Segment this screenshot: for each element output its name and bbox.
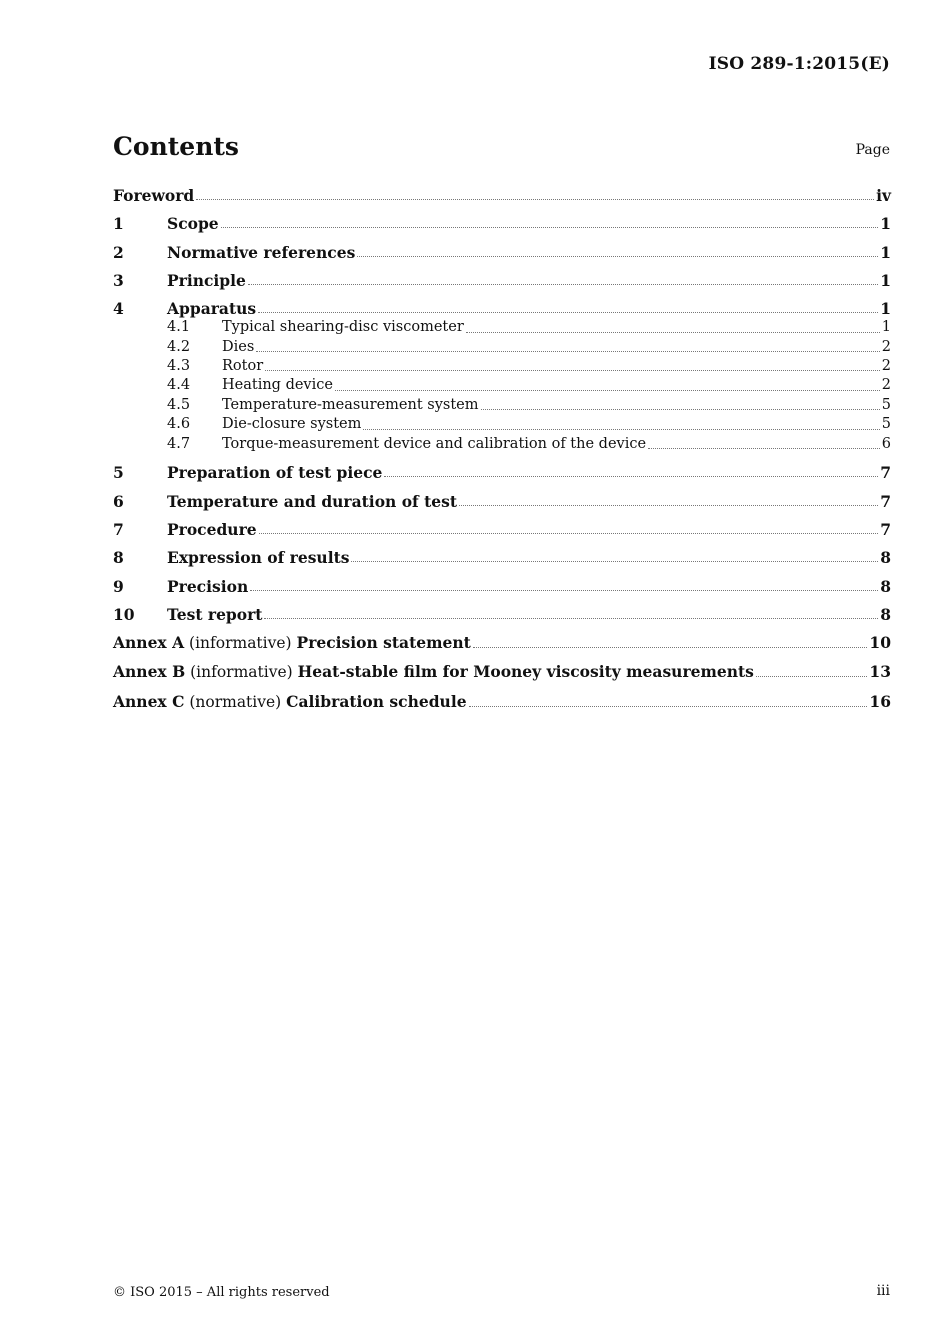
toc-entry-clause-7[interactable] <box>113 520 891 539</box>
annex-kind: (informative) <box>189 634 292 653</box>
toc-entry-title: Apparatus <box>167 299 257 319</box>
toc-entry-title: Expression of results <box>167 548 350 568</box>
annex-kind: (informative) <box>190 663 293 682</box>
toc-entry-number: 4.4 <box>167 377 191 394</box>
toc-entry-clause-4[interactable] <box>113 299 891 318</box>
dot-leader <box>258 311 878 313</box>
toc-entry-annex-b[interactable] <box>113 662 891 682</box>
toc-entry-annex-c[interactable] <box>113 692 891 712</box>
page-column-label: Page <box>855 142 890 158</box>
dot-leader <box>363 428 879 430</box>
dot-leader <box>469 705 868 707</box>
dot-leader <box>466 331 880 333</box>
dot-leader <box>196 198 874 200</box>
document-identifier: ISO 289-1:2015(E) <box>708 54 890 74</box>
toc-entry-title: Precision <box>167 576 249 596</box>
toc-entry-page: 8 <box>880 548 891 568</box>
toc-entry-page: 5 <box>881 396 891 413</box>
toc-entry-title: Test report <box>167 604 263 624</box>
toc-entry-page: 2 <box>881 338 891 355</box>
dot-leader <box>265 369 880 371</box>
dot-leader <box>384 475 878 477</box>
annex-title: Calibration schedule <box>286 691 467 711</box>
toc-entry-clause-1[interactable] <box>113 214 891 233</box>
toc-entry-clause-8[interactable] <box>113 548 891 567</box>
toc-entry-subclause-4-3[interactable] <box>113 357 891 376</box>
toc-entry-foreword[interactable] <box>113 186 891 205</box>
toc-entry-subclause-4-5[interactable] <box>113 396 891 415</box>
toc-entry-page: 10 <box>869 633 891 653</box>
toc-entry-title: Heating device <box>222 377 333 394</box>
page-number: iii <box>876 1283 890 1299</box>
dot-leader <box>248 283 878 285</box>
toc-entry-number: 4.3 <box>167 358 191 374</box>
toc-entry-title: Temperature and duration of test <box>167 491 458 511</box>
toc-entry-page: 8 <box>880 604 891 624</box>
annex-label: Annex A <box>113 633 185 653</box>
toc-entry-page: 5 <box>881 416 891 433</box>
toc-entry-page: iv <box>876 186 891 205</box>
toc-entry-number: 8 <box>113 548 124 568</box>
annex-kind: (normative) <box>189 692 282 711</box>
dot-leader <box>481 408 880 410</box>
toc-entry-number: 7 <box>113 519 124 539</box>
dot-leader <box>459 504 878 506</box>
toc-entry-number: 4.2 <box>167 338 191 355</box>
toc-entry-page: 1 <box>880 242 891 262</box>
toc-entry-subclause-4-1[interactable] <box>113 318 891 337</box>
annex-title: Heat-stable film for Mooney viscosity measurements <box>297 662 754 682</box>
toc-entry-annex-a[interactable] <box>113 633 891 653</box>
toc-entry-title: Rotor <box>222 358 264 374</box>
toc-entry-number: 5 <box>113 463 124 483</box>
copyright-notice: © ISO 2015 – All rights reserved <box>113 1285 330 1300</box>
toc-entry-title: Normative references <box>167 242 356 262</box>
toc-entry-number: 10 <box>113 604 135 624</box>
toc-entry-number: 9 <box>113 576 124 596</box>
toc-entry-page: 13 <box>869 662 891 682</box>
toc-entry-number: 1 <box>113 214 124 234</box>
toc-annex-heading <box>113 662 754 682</box>
toc-entry-number: 4.5 <box>167 396 191 413</box>
toc-entry-number: 2 <box>113 242 124 262</box>
toc-entry-number: 4 <box>113 299 124 319</box>
dot-leader <box>221 226 879 228</box>
dot-leader <box>357 255 878 257</box>
toc-entry-title: Scope <box>167 214 219 234</box>
toc-entry-number: 4.6 <box>167 416 191 433</box>
toc-entry-clause-5[interactable] <box>113 463 891 482</box>
toc-entry-title: Temperature-measurement system <box>222 396 479 413</box>
toc-entry-page: 2 <box>881 358 891 374</box>
toc-entry-clause-9[interactable] <box>113 577 891 596</box>
toc-entry-clause-10[interactable] <box>113 605 891 624</box>
dot-leader <box>648 447 880 449</box>
dot-leader <box>259 532 879 534</box>
toc-entry-page: 7 <box>880 519 891 539</box>
dot-leader <box>351 560 878 562</box>
dot-leader <box>264 617 878 619</box>
toc-entry-page: 7 <box>880 463 891 483</box>
toc-entry-page: 1 <box>880 299 891 319</box>
annex-label: Annex B <box>113 662 186 682</box>
dot-leader <box>473 646 868 648</box>
toc-entry-page: 8 <box>880 576 891 596</box>
toc-entry-title: Typical shearing-disc viscometer <box>222 319 464 336</box>
toc-entry-title: Dies <box>222 338 255 355</box>
toc-entry-clause-2[interactable] <box>113 243 891 262</box>
toc-entry-title: Procedure <box>167 519 257 539</box>
dot-leader <box>256 350 879 352</box>
toc-entry-page: 1 <box>880 214 891 234</box>
toc-entry-subclause-4-2[interactable] <box>113 338 891 357</box>
toc-entry-page: 1 <box>881 319 891 336</box>
toc-entry-number: 6 <box>113 491 124 511</box>
toc-entry-clause-3[interactable] <box>113 271 891 290</box>
table-of-contents <box>113 186 891 712</box>
contents-heading: Contents <box>113 132 240 161</box>
toc-entry-subclause-4-7[interactable] <box>113 435 891 454</box>
toc-entry-page: 2 <box>881 377 891 394</box>
toc-entry-title: Torque-measurement device and calibration of the device <box>222 435 647 452</box>
toc-entry-title: Foreword <box>113 186 195 205</box>
toc-entry-page: 6 <box>881 435 891 452</box>
toc-entry-clause-6[interactable] <box>113 492 891 511</box>
toc-entry-subclause-4-4[interactable] <box>113 376 891 395</box>
dot-leader <box>756 675 868 677</box>
toc-entry-page: 16 <box>869 691 891 711</box>
toc-entry-title: Die-closure system <box>222 416 362 433</box>
toc-entry-title: Principle <box>167 270 246 290</box>
toc-entry-number: 3 <box>113 270 124 290</box>
dot-leader <box>335 389 880 391</box>
annex-title: Precision statement <box>296 633 471 653</box>
toc-annex-heading <box>113 692 467 712</box>
toc-entry-number: 4.1 <box>167 319 191 336</box>
toc-annex-heading <box>113 633 471 653</box>
toc-entry-title: Preparation of test piece <box>167 463 383 483</box>
toc-entry-number: 4.7 <box>167 435 191 452</box>
toc-entry-page: 7 <box>880 491 891 511</box>
toc-entry-page: 1 <box>880 270 891 290</box>
annex-label: Annex C <box>113 691 185 711</box>
toc-entry-subclause-4-6[interactable] <box>113 415 891 434</box>
dot-leader <box>250 589 878 591</box>
